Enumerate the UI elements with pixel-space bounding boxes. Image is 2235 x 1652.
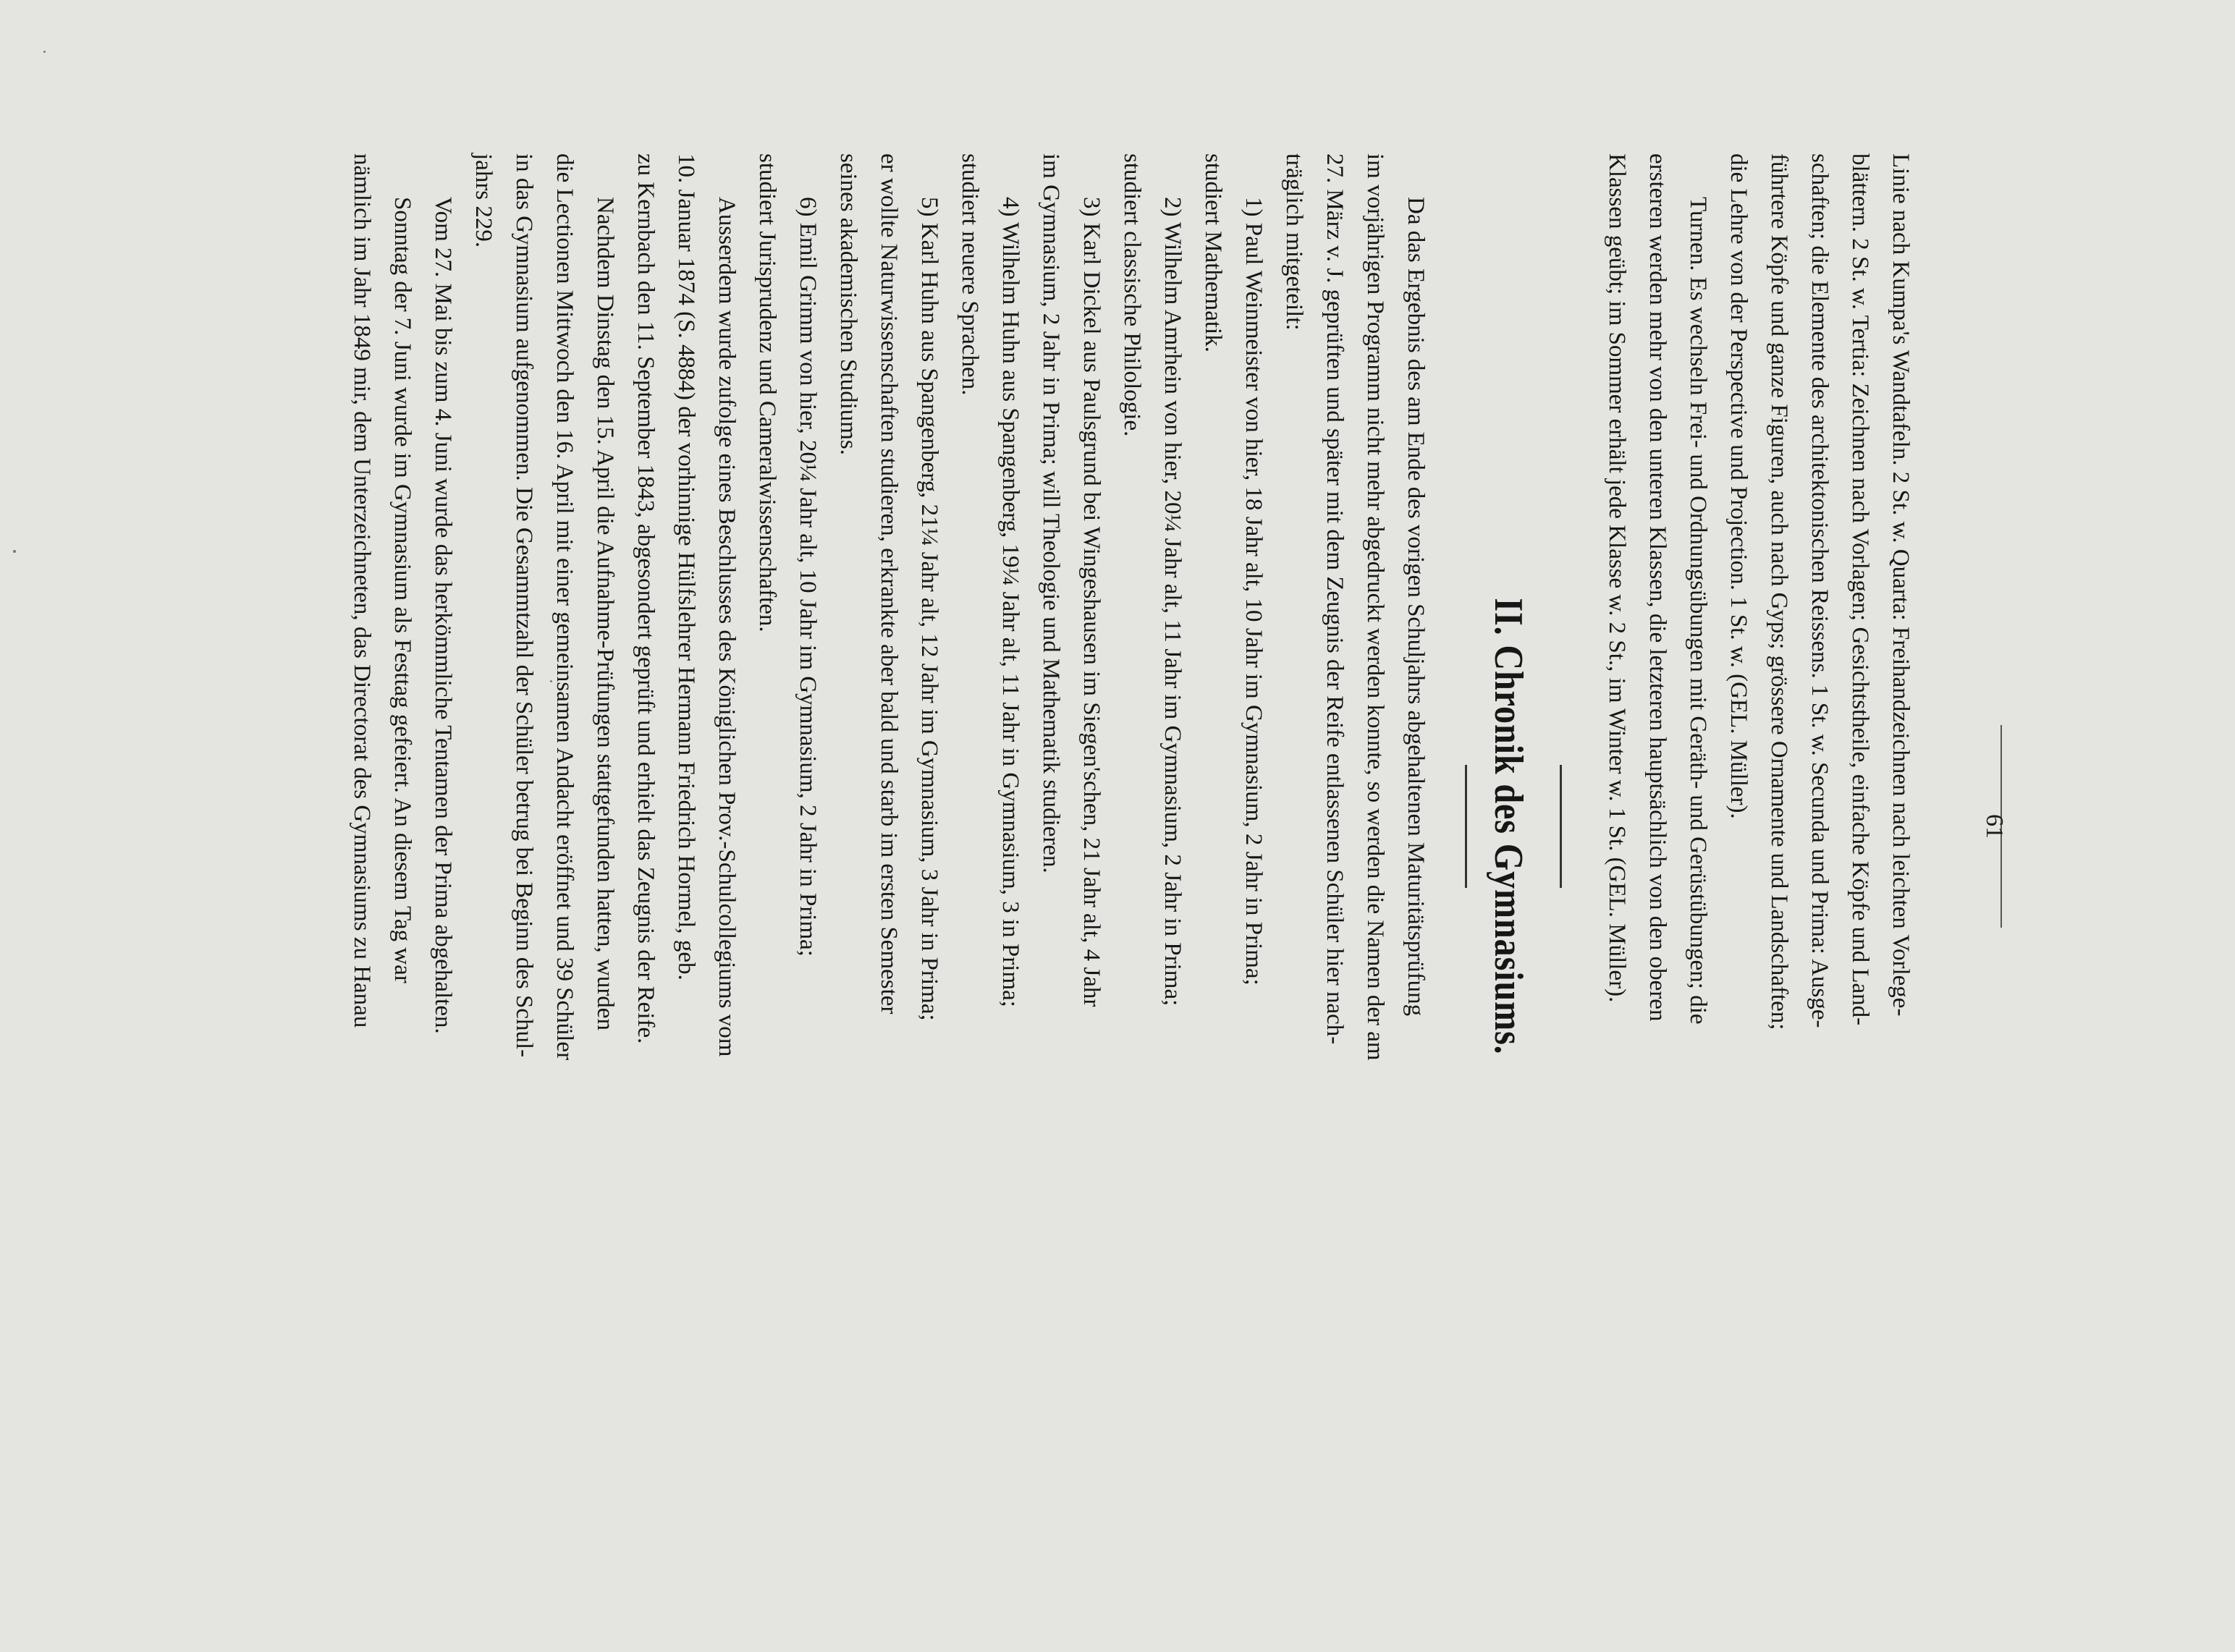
text-line: 27. März v. J. geprüften und später mit dem Zeugnis der Reife entlassenen Schüler hier nach- bbox=[1322, 153, 1348, 1045]
text-line: die Lectionen Mittwoch den 16. April mit einer gemeinsamen Andacht eröffnet und 39 Schüler bbox=[552, 153, 578, 1061]
text-column bbox=[342, 153, 1921, 1499]
text-line: Linie nach Kumpa's Wandtafeln. 2 St. w. Quarta: Freihandzeichnen nach leichten Vorlege- bbox=[1888, 153, 1914, 1017]
text-line: 1) Paul Weinmeister von hier, 18 Jahr alt, 10 Jahr im Gymnasium, 2 Jahr in Prima; bbox=[1241, 197, 1267, 986]
section-divider-top bbox=[1560, 765, 1562, 888]
text-line: studiert neuere Sprachen. bbox=[957, 153, 983, 396]
text-line: träglich mitgeteilt: bbox=[1281, 153, 1307, 331]
text-line: blättern. 2 St. w. Tertia: Zeichnen nach Vorlagen; Gesichtstheile, einfache Köpfe und Land- bbox=[1847, 153, 1873, 1026]
text-line: 6) Emil Grimm von hier, 20¼ Jahr alt, 10 Jahr im Gymnasium, 2 Jahr in Prima; bbox=[795, 197, 821, 957]
text-line: studiert Jurisprudenz und Cameralwissenschaften. bbox=[754, 153, 780, 632]
text-line: er wollte Naturwissenschaften studieren, erkrankte aber bald und starb im ersten Semester bbox=[876, 153, 902, 1015]
text-line: 3) Karl Dickel aus Paulsgrund bei Wingeshausen im Siegen'schen, 21 Jahr alt, 4 Jahr bbox=[1078, 197, 1104, 1007]
text-line: die Lehre von der Perspective und Projection. 1 St. w. (GEL. Müller). bbox=[1725, 153, 1752, 819]
text-line: Ausserdem wurde zufolge eines Beschlusses des Königlichen Prov.-Schulcollegiums vom bbox=[714, 197, 740, 1057]
text-line: zu Kernbach den 11. September 1843, abgesondert geprüft und erhielt das Zeugnis der Reife. bbox=[633, 153, 659, 1044]
text-line: führtere Köpfe und ganze Figuren, auch nach Gyps; grössere Ornamente und Landschaften; bbox=[1766, 153, 1792, 1030]
text-line: nämlich im Jahr 1849 mir, dem Unterzeichneten, das Directorat des Gymnasiums zu Hanau bbox=[349, 153, 375, 1028]
section-divider-bottom bbox=[1465, 765, 1467, 888]
text-line: im Gymnasium, 2 Jahr in Prima; will Theologie und Mathematik studieren. bbox=[1038, 153, 1064, 873]
text-line: in das Gymnasium aufgenommen. Die Gesammtzahl der Schüler betrug bei Beginn des Schul- bbox=[511, 153, 537, 1058]
text-line: 2) Wilhelm Amrhein von hier, 20¼ Jahr alt, 11 Jahr im Gymnasium, 2 Jahr in Prima; bbox=[1159, 197, 1186, 1007]
text-line: ersteren werden mehr von den unteren Klassen, die letzteren hauptsächlich von den oberen bbox=[1644, 153, 1670, 1022]
rotated-page-content bbox=[227, 85, 2008, 1568]
section-heading: II. Chronik des Gymnasiums. bbox=[1486, 598, 1531, 1055]
text-line: Vom 27. Mai bis zum 4. Juni wurde das herkömmliche Tentamen der Prima abgehalten. bbox=[430, 197, 456, 1034]
text-line: studiert classische Philologie. bbox=[1119, 153, 1145, 437]
text-line: 10. Januar 1874 (S. 4884) der vorhinnige Hülfslehrer Hermann Friedrich Hormel, geb. bbox=[673, 153, 699, 980]
text-line: Sonntag der 7. Juni wurde im Gymnasium als Festtag gefeiert. An diesem Tag war bbox=[389, 197, 415, 983]
text-line: schaften; die Elemente des architektonischen Reissens. 1 St. w. Secunda und Prima: Ausge- bbox=[1807, 153, 1833, 1028]
text-line: Da das Ergebnis des am Ende des vorigen Schuljahrs abgehaltenen Maturitätsprüfung bbox=[1403, 197, 1429, 1017]
text-line: Nachdem Dinstag den 15. April die Aufnahme-Prüfungen stattgefunden hatten, wurden bbox=[592, 197, 618, 1030]
text-line: im vorjährigen Programm nicht mehr abgedruckt werden konnte, so werden die Namen der am bbox=[1362, 153, 1388, 1061]
text-line: seines akademischen Studiums. bbox=[835, 153, 861, 456]
text-line: studiert Mathematik. bbox=[1200, 153, 1226, 352]
text-line: 5) Karl Huhn aus Spangenberg, 21¼ Jahr alt, 12 Jahr im Gymnasium, 3 Jahr in Prima; bbox=[916, 197, 942, 1021]
text-line: Klassen geübt; im Sommer erhält jede Klasse w. 2 St., im Winter w. 1 St. (GEL. Müller). bbox=[1604, 153, 1630, 1003]
page-number: 61 bbox=[1981, 814, 2008, 839]
text-line: jahrs 229. bbox=[470, 153, 497, 248]
text-line: 4) Wilhelm Huhn aus Spangenberg, 19¼ Jahr alt, 11 Jahr in Gymnasium, 3 in Prima; bbox=[997, 197, 1023, 1007]
text-line: Turnen. Es wechseln Frei- und Ordnungsübungen mit Geräth- und Gerüstübungen; die bbox=[1685, 197, 1711, 1025]
